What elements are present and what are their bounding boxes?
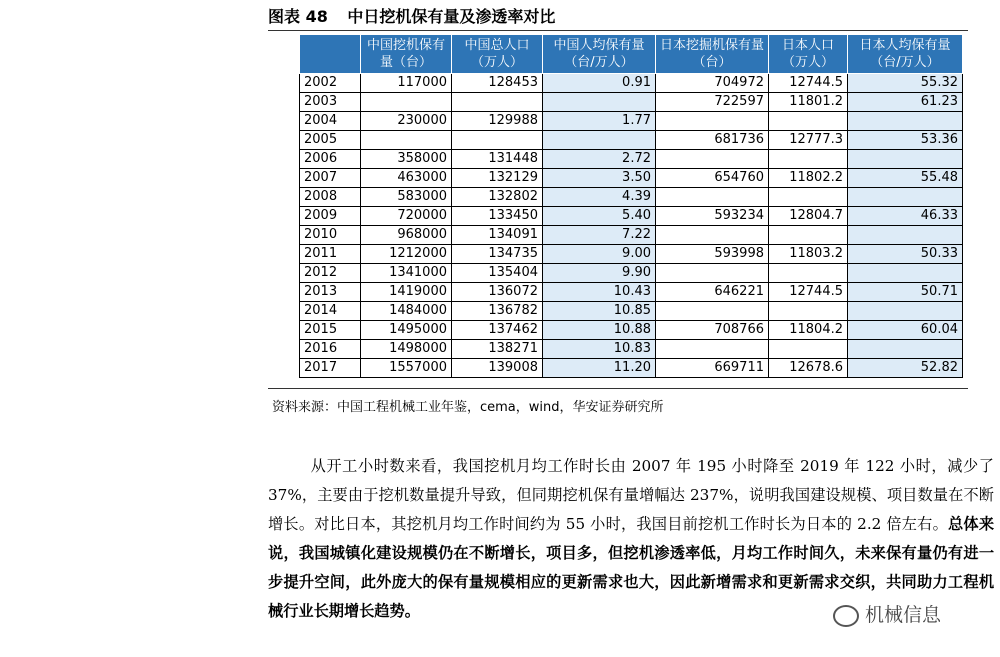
table-cell: 128453 xyxy=(452,74,543,93)
table-cell xyxy=(848,112,963,131)
table-cell: 10.88 xyxy=(543,321,656,340)
table-header-cell: 日本人均保有量（台/万人） xyxy=(848,35,963,74)
table-cell: 1.77 xyxy=(543,112,656,131)
table-cell: 46.33 xyxy=(848,207,963,226)
table-cell xyxy=(656,226,769,245)
table-cell: 1557000 xyxy=(361,359,452,378)
table-cell: 593998 xyxy=(656,245,769,264)
table-cell xyxy=(452,131,543,150)
watermark-text: 机械信息 xyxy=(865,604,942,626)
table-cell xyxy=(769,340,848,359)
table-row xyxy=(300,302,963,321)
table-cell: 654760 xyxy=(656,169,769,188)
table-row xyxy=(300,340,963,359)
table-header-cell: 日本人口（万人） xyxy=(769,35,848,74)
table-cell: 1212000 xyxy=(361,245,452,264)
watermark xyxy=(833,600,993,628)
table-cell: 708766 xyxy=(656,321,769,340)
table-cell: 11804.2 xyxy=(769,321,848,340)
table-cell: 138271 xyxy=(452,340,543,359)
year-cell: 2009 xyxy=(300,207,361,226)
paragraph-text: 从开工小时数来看，我国挖机月均工作时长由 2007 年 195 小时降至 2019 年 122 小时，减少了 37%，主要由于挖机数量提升导致，但同期挖机保有量增幅达 237%，说明我国建设规模、项目数量在不断增长。对比日本，其挖机月均工作时间约为 55 小时，我国目前挖机工作时长为日本的 2.2 倍左右。 xyxy=(268,457,994,533)
table-row xyxy=(300,131,963,150)
table-cell xyxy=(656,302,769,321)
table-cell: 117000 xyxy=(361,74,452,93)
table-cell: 1484000 xyxy=(361,302,452,321)
table-cell: 1419000 xyxy=(361,283,452,302)
table-cell: 55.48 xyxy=(848,169,963,188)
table-header-row xyxy=(300,35,963,74)
year-cell: 2013 xyxy=(300,283,361,302)
table-cell: 50.33 xyxy=(848,245,963,264)
year-cell: 2014 xyxy=(300,302,361,321)
table-row xyxy=(300,283,963,302)
table-cell: 230000 xyxy=(361,112,452,131)
table-cell xyxy=(769,226,848,245)
table-cell: 968000 xyxy=(361,226,452,245)
table-cell: 132129 xyxy=(452,169,543,188)
table-header-cell: 中国人均保有量（台/万人） xyxy=(543,35,656,74)
table-cell: 722597 xyxy=(656,93,769,112)
comparison-table xyxy=(299,34,963,378)
table-cell: 9.00 xyxy=(543,245,656,264)
table-row xyxy=(300,74,963,93)
table-cell: 669711 xyxy=(656,359,769,378)
table-cell: 137462 xyxy=(452,321,543,340)
table-cell: 12777.3 xyxy=(769,131,848,150)
table-cell: 134091 xyxy=(452,226,543,245)
table-cell xyxy=(656,188,769,207)
table-cell: 12744.5 xyxy=(769,283,848,302)
table-header-cell: 中国挖机保有量（台） xyxy=(361,35,452,74)
year-cell: 2016 xyxy=(300,340,361,359)
table-row xyxy=(300,226,963,245)
table-cell xyxy=(452,93,543,112)
table-row xyxy=(300,359,963,378)
table-cell: 463000 xyxy=(361,169,452,188)
table-cell: 12744.5 xyxy=(769,74,848,93)
year-cell: 2006 xyxy=(300,150,361,169)
table-cell: 134735 xyxy=(452,245,543,264)
year-cell: 2007 xyxy=(300,169,361,188)
table-cell: 132802 xyxy=(452,188,543,207)
table-row xyxy=(300,245,963,264)
table-header-cell xyxy=(300,35,361,74)
table-header-cell: 日本挖掘机保有量（台） xyxy=(656,35,769,74)
year-cell: 2002 xyxy=(300,74,361,93)
table-cell xyxy=(656,150,769,169)
table-cell: 10.85 xyxy=(543,302,656,321)
table-cell: 139008 xyxy=(452,359,543,378)
table-cell: 358000 xyxy=(361,150,452,169)
table-cell: 53.36 xyxy=(848,131,963,150)
year-cell: 2011 xyxy=(300,245,361,264)
year-cell: 2015 xyxy=(300,321,361,340)
table-cell: 135404 xyxy=(452,264,543,283)
table-cell: 704972 xyxy=(656,74,769,93)
table-row xyxy=(300,93,963,112)
table-cell: 11801.2 xyxy=(769,93,848,112)
table-cell: 1498000 xyxy=(361,340,452,359)
table-cell: 129988 xyxy=(452,112,543,131)
table-cell xyxy=(848,150,963,169)
year-cell: 2003 xyxy=(300,93,361,112)
table-cell: 60.04 xyxy=(848,321,963,340)
source-note: 资料来源：中国工程机械工业年鉴，cema，wind，华安证券研究所 xyxy=(272,400,664,415)
table-cell: 2.72 xyxy=(543,150,656,169)
table-cell: 11.20 xyxy=(543,359,656,378)
table-cell: 52.82 xyxy=(848,359,963,378)
table-row xyxy=(300,188,963,207)
table-cell: 10.83 xyxy=(543,340,656,359)
table-row xyxy=(300,321,963,340)
table-cell: 12678.6 xyxy=(769,359,848,378)
table-cell xyxy=(769,264,848,283)
table-cell xyxy=(848,302,963,321)
year-cell: 2005 xyxy=(300,131,361,150)
table-cell: 11803.2 xyxy=(769,245,848,264)
year-cell: 2010 xyxy=(300,226,361,245)
table-cell: 131448 xyxy=(452,150,543,169)
table-cell: 136072 xyxy=(452,283,543,302)
table-cell xyxy=(848,188,963,207)
table-row xyxy=(300,169,963,188)
table-cell: 61.23 xyxy=(848,93,963,112)
table-cell xyxy=(848,226,963,245)
table-row xyxy=(300,264,963,283)
table-row xyxy=(300,207,963,226)
table-cell xyxy=(769,302,848,321)
divider xyxy=(268,388,968,389)
table-cell: 12804.7 xyxy=(769,207,848,226)
table-cell xyxy=(656,340,769,359)
table-cell xyxy=(769,188,848,207)
year-cell: 2004 xyxy=(300,112,361,131)
table-cell: 3.50 xyxy=(543,169,656,188)
table-row xyxy=(300,112,963,131)
table-cell xyxy=(848,264,963,283)
table-cell: 10.43 xyxy=(543,283,656,302)
table-cell: 4.39 xyxy=(543,188,656,207)
table-cell: 1341000 xyxy=(361,264,452,283)
table-cell xyxy=(769,150,848,169)
table-cell: 0.91 xyxy=(543,74,656,93)
table-cell: 5.40 xyxy=(543,207,656,226)
table-cell xyxy=(656,112,769,131)
figure-caption: 中日挖机保有量及渗透率对比 xyxy=(347,7,556,26)
table-cell xyxy=(769,112,848,131)
year-cell: 2008 xyxy=(300,188,361,207)
table-cell: 50.71 xyxy=(848,283,963,302)
table-cell: 583000 xyxy=(361,188,452,207)
table-cell: 136782 xyxy=(452,302,543,321)
figure-number: 图表 48 xyxy=(268,7,328,26)
table-cell xyxy=(543,93,656,112)
table-cell: 720000 xyxy=(361,207,452,226)
table-cell: 646221 xyxy=(656,283,769,302)
table-cell: 133450 xyxy=(452,207,543,226)
table-cell xyxy=(361,93,452,112)
table-cell: 9.90 xyxy=(543,264,656,283)
table-cell: 681736 xyxy=(656,131,769,150)
table-cell: 1495000 xyxy=(361,321,452,340)
paragraph-bold-text: 总体来说，我国城镇化建设规模仍在不断增长，项目多，但挖机渗透率低，月均工作时间久，未来保有量仍有进一步提升空间，此外庞大的保有量规模相应的更新需求也大，因此新增需求和更新需求交织，共同助力工程机械行业长期增长趋势。 xyxy=(268,515,995,620)
table-cell: 7.22 xyxy=(543,226,656,245)
table-row xyxy=(300,150,963,169)
figure-title xyxy=(268,4,968,31)
wechat-icon xyxy=(833,605,859,627)
year-cell: 2012 xyxy=(300,264,361,283)
table-cell: 11802.2 xyxy=(769,169,848,188)
table-header-cell: 中国总人口（万人） xyxy=(452,35,543,74)
table-cell xyxy=(361,131,452,150)
year-cell: 2017 xyxy=(300,359,361,378)
table-cell xyxy=(848,340,963,359)
table-cell xyxy=(656,264,769,283)
table-cell: 55.32 xyxy=(848,74,963,93)
table-cell: 593234 xyxy=(656,207,769,226)
table-cell xyxy=(543,131,656,150)
